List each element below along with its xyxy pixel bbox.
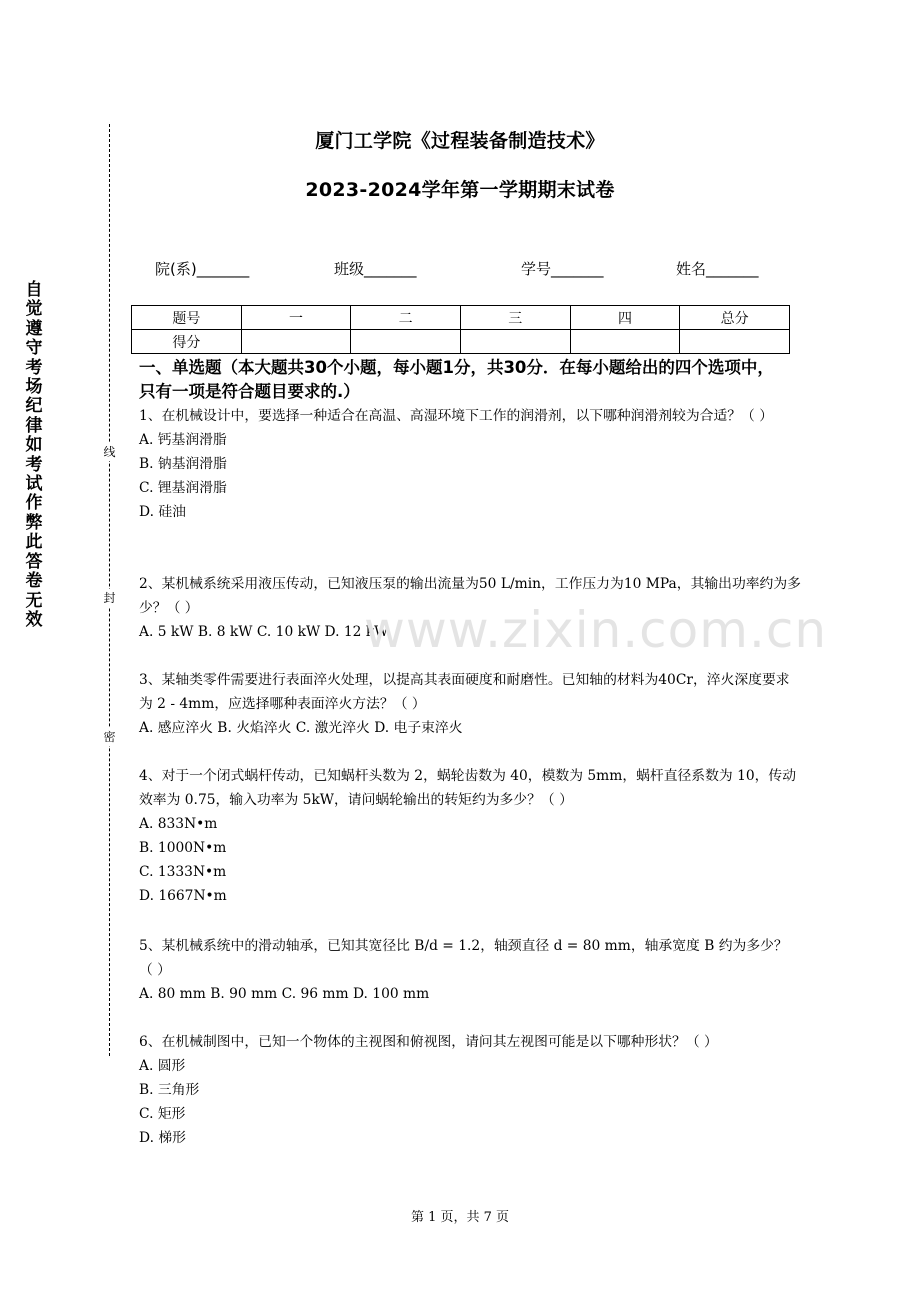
department-field[interactable]: 院(系)_______ <box>155 260 250 278</box>
question-text: 5、某机械系统中的滑动轴承，已知其宽径比 B/d = 1.2，轴颈直径 d = 80 mm，轴承宽度 B 约为多少？（ ） <box>139 938 788 978</box>
option[interactable]: D. 1667N•m <box>139 888 227 904</box>
score-header-cell: 三 <box>460 306 570 330</box>
option[interactable]: A. 80 mm B. 90 mm C. 96 mm D. 100 mm <box>139 986 430 1002</box>
question-text: 4、对于一个闭式蜗杆传动，已知蜗杆头数为 2，蜗轮齿数为 40，模数为 5mm，蜗杆直径系数为 10，传动效率为 0.75，输入功率为 5kW，请问蜗轮输出的转矩约为多少？（ ） <box>139 768 797 808</box>
score-header-cell: 题号 <box>132 306 242 330</box>
exam-discipline-warning: 自觉遵守考场纪律如考试作弊此答卷无效 <box>25 280 43 630</box>
score-cell[interactable] <box>680 330 790 354</box>
option[interactable]: D. 硅油 <box>139 504 186 520</box>
score-cell[interactable] <box>241 330 351 354</box>
option[interactable]: A. 钙基润滑脂 <box>139 432 227 448</box>
option[interactable]: B. 钠基润滑脂 <box>139 456 227 472</box>
question-4 <box>139 764 801 908</box>
option[interactable]: C. 1333N•m <box>139 864 227 880</box>
option[interactable]: A. 圆形 <box>139 1058 186 1074</box>
exam-title-school-course: 厦门工学院《过程装备制造技术》 <box>315 130 605 152</box>
exam-title-term: 2023-2024学年第一学期期末试卷 <box>305 179 615 201</box>
question-text: 6、在机械制图中，已知一个物体的主视图和俯视图，请问其左视图可能是以下哪种形状？（ ） <box>139 1034 718 1050</box>
question-text: 1、在机械设计中，要选择一种适合在高温、高湿环境下工作的润滑剂，以下哪种润滑剂较为合适？（ ） <box>139 408 774 424</box>
option[interactable]: A. 感应淬火 B. 火焰淬火 C. 激光淬火 D. 电子束淬火 <box>139 720 463 736</box>
option[interactable]: B. 三角形 <box>139 1082 200 1098</box>
score-table-header-row <box>132 306 790 330</box>
question-6 <box>139 1030 801 1150</box>
section-heading: 一、单选题（本大题共30个小题，每小题1分，共30分．在每小题给出的四个选项中，只有一项是符合题目要求的.） <box>139 358 774 401</box>
student-info-row <box>0 258 920 280</box>
page-number: 第 1 页，共 7 页 <box>410 1210 510 1225</box>
option[interactable]: C. 矩形 <box>139 1106 186 1122</box>
question-3 <box>139 668 801 740</box>
option[interactable]: D. 梯形 <box>139 1130 186 1146</box>
score-cell[interactable] <box>460 330 570 354</box>
site-watermark: www.zixin.com.cn <box>364 601 828 659</box>
seal-label-line: 线 <box>101 443 118 461</box>
score-table-score-row <box>132 330 790 354</box>
question-text: 2、某机械系统采用液压传动，已知液压泵的输出流量为50 L/min，工作压力为10 MPa，其输出功率约为多少？（ ） <box>139 576 801 616</box>
option[interactable]: A. 5 kW B. 8 kW C. 10 kW D. 12 kW <box>139 624 389 640</box>
question-5 <box>139 934 801 1006</box>
seal-label-secret: 密 <box>101 728 118 746</box>
name-field[interactable]: 姓名_______ <box>676 260 759 278</box>
score-header-cell: 四 <box>570 306 680 330</box>
option[interactable]: C. 锂基润滑脂 <box>139 480 227 496</box>
option[interactable]: B. 1000N•m <box>139 840 227 856</box>
question-1 <box>139 404 801 524</box>
option[interactable]: A. 833N•m <box>139 816 218 832</box>
seal-label-seal: 封 <box>101 589 118 607</box>
score-table <box>131 305 790 354</box>
class-field[interactable]: 班级_______ <box>334 260 417 278</box>
score-row-label: 得分 <box>132 330 242 354</box>
score-header-cell: 总分 <box>680 306 790 330</box>
student-id-field[interactable]: 学号_______ <box>521 260 604 278</box>
question-text: 3、某轴类零件需要进行表面淬火处理，以提高其表面硬度和耐磨性。已知轴的材料为40Cr，淬火深度要求为 2 - 4mm，应选择哪种表面淬火方法？（ ） <box>139 672 790 712</box>
score-header-cell: 一 <box>241 306 351 330</box>
score-cell[interactable] <box>570 330 680 354</box>
score-cell[interactable] <box>351 330 461 354</box>
score-header-cell: 二 <box>351 306 461 330</box>
